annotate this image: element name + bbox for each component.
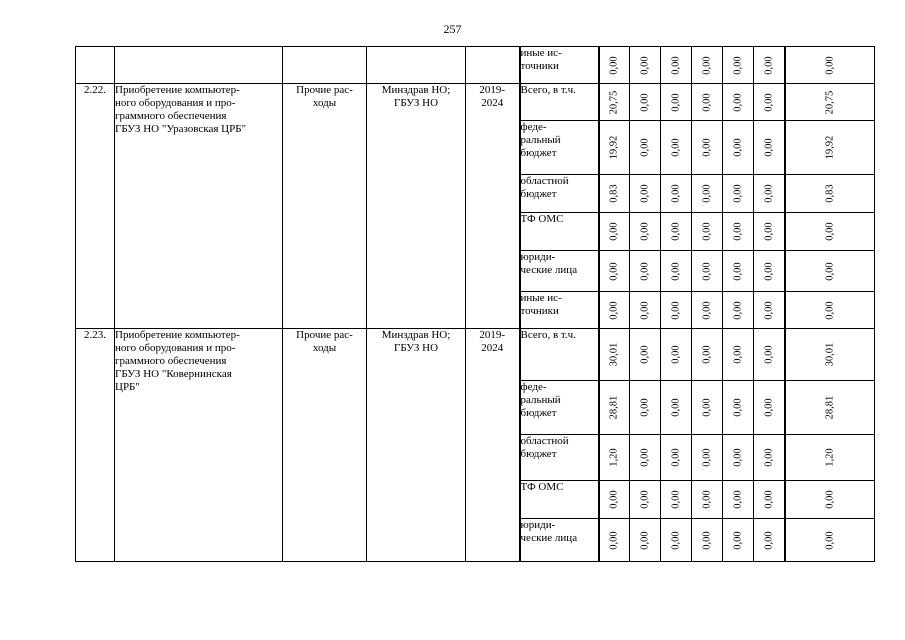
value-text: 30,01 bbox=[824, 342, 836, 367]
value-cell bbox=[692, 251, 723, 292]
value-text: 0,00 bbox=[732, 138, 744, 157]
value-cell bbox=[692, 213, 723, 251]
value-text: 0,00 bbox=[670, 92, 682, 112]
value-cell bbox=[661, 175, 692, 213]
value-text: 0,00 bbox=[670, 300, 682, 320]
value-text: 0,00 bbox=[639, 345, 651, 364]
value-text: 0,00 bbox=[701, 222, 713, 241]
value-text: 0,00 bbox=[639, 222, 651, 241]
value-cell bbox=[599, 292, 630, 329]
source-cell-text: иные ис- точники bbox=[520, 47, 562, 72]
value-cell bbox=[630, 292, 661, 329]
source-cell-text: Всего, в т.ч. bbox=[520, 84, 576, 96]
source-cell bbox=[520, 84, 599, 121]
empty-cell bbox=[367, 47, 466, 84]
value-text: 0,00 bbox=[639, 261, 651, 281]
cost-type-text: Прочие рас- ходы bbox=[296, 84, 353, 109]
value-cell bbox=[692, 381, 723, 435]
value-text: 0,00 bbox=[701, 55, 713, 75]
value-cell bbox=[723, 47, 754, 84]
value-text: 0,00 bbox=[701, 138, 713, 157]
value-text: 0,00 bbox=[732, 261, 744, 281]
value-text: 0,00 bbox=[763, 345, 775, 364]
value-cell bbox=[661, 213, 692, 251]
value-text: 20,75 bbox=[608, 90, 620, 114]
value-text: 19,92 bbox=[824, 135, 836, 160]
value-cell bbox=[723, 84, 754, 121]
value-text: 0,00 bbox=[670, 261, 682, 281]
value-cell bbox=[599, 481, 630, 519]
value-cell bbox=[661, 292, 692, 329]
value-text: 0,00 bbox=[732, 530, 744, 550]
cost-type bbox=[283, 84, 367, 329]
source-cell-text: областной бюджет bbox=[520, 175, 569, 200]
value-cell bbox=[692, 481, 723, 519]
value-cell bbox=[723, 213, 754, 251]
value-text: 0,00 bbox=[732, 55, 744, 75]
value-cell bbox=[630, 47, 661, 84]
value-text: 0,00 bbox=[670, 448, 682, 467]
value-text: 0,00 bbox=[763, 490, 775, 509]
value-cell bbox=[785, 121, 875, 175]
period bbox=[466, 329, 520, 562]
value-cell bbox=[630, 84, 661, 121]
value-text: 0,00 bbox=[670, 222, 682, 241]
value-text: 0,83 bbox=[608, 184, 620, 203]
value-text: 1,20 bbox=[824, 448, 836, 467]
empty-cell bbox=[283, 47, 367, 84]
source-cell bbox=[520, 251, 599, 292]
value-cell bbox=[661, 47, 692, 84]
value-cell bbox=[754, 435, 785, 481]
value-cell bbox=[630, 519, 661, 562]
source-cell-text: Всего, в т.ч. bbox=[520, 329, 576, 341]
value-cell bbox=[785, 213, 875, 251]
value-text: 0,00 bbox=[763, 92, 775, 112]
source-cell-text: феде- ральный бюджет bbox=[520, 381, 561, 419]
value-cell bbox=[599, 381, 630, 435]
value-text: 0,00 bbox=[701, 398, 713, 417]
value-text: 19,92 bbox=[608, 135, 620, 160]
value-cell bbox=[661, 251, 692, 292]
value-cell bbox=[723, 435, 754, 481]
value-text: 0,00 bbox=[639, 398, 651, 417]
value-text: 0,00 bbox=[670, 184, 682, 203]
value-text: 0,00 bbox=[824, 490, 836, 509]
value-text: 0,00 bbox=[639, 300, 651, 320]
value-text: 0,00 bbox=[701, 92, 713, 112]
item-name-text: Приобретение компьютер- ного оборудования и про- граммного обеспечения ГБУЗ НО "Ковернинская ЦРБ" bbox=[115, 329, 240, 393]
value-cell bbox=[785, 175, 875, 213]
value-cell bbox=[754, 519, 785, 562]
table-row bbox=[76, 47, 875, 84]
value-cell bbox=[630, 329, 661, 381]
value-text: 0,00 bbox=[670, 398, 682, 417]
value-cell bbox=[754, 121, 785, 175]
value-cell bbox=[599, 47, 630, 84]
source-cell bbox=[520, 435, 599, 481]
value-text: 0,00 bbox=[732, 398, 744, 417]
value-text: 0,83 bbox=[824, 184, 836, 203]
cost-type bbox=[283, 329, 367, 562]
value-text: 0,00 bbox=[732, 222, 744, 241]
value-text: 0,00 bbox=[824, 530, 836, 550]
value-cell bbox=[754, 47, 785, 84]
executor-text: Минздрав НО; ГБУЗ НО bbox=[381, 84, 451, 109]
value-cell bbox=[661, 329, 692, 381]
value-text: 0,00 bbox=[763, 300, 775, 320]
value-cell bbox=[661, 435, 692, 481]
item-name-text: Приобретение компьютер- ного оборудования и про- граммного обеспечения ГБУЗ НО "Уразовская ЦРБ" bbox=[115, 84, 247, 135]
value-cell bbox=[599, 84, 630, 121]
value-cell bbox=[723, 175, 754, 213]
value-text: 0,00 bbox=[701, 345, 713, 364]
budget-table bbox=[75, 46, 875, 562]
value-text: 30,01 bbox=[608, 342, 620, 367]
value-cell bbox=[661, 519, 692, 562]
empty-cell bbox=[115, 47, 283, 84]
source-cell bbox=[520, 481, 599, 519]
value-text: 0,00 bbox=[639, 138, 651, 157]
item-number-text: 2.23. bbox=[84, 329, 106, 341]
value-cell bbox=[723, 381, 754, 435]
value-text: 0,00 bbox=[763, 261, 775, 281]
value-text: 0,00 bbox=[608, 490, 620, 509]
value-text: 0,00 bbox=[639, 490, 651, 509]
period bbox=[466, 84, 520, 329]
value-cell bbox=[630, 481, 661, 519]
value-text: 0,00 bbox=[763, 398, 775, 417]
source-cell bbox=[520, 47, 599, 84]
value-text: 0,00 bbox=[732, 92, 744, 112]
value-cell bbox=[630, 381, 661, 435]
value-text: 0,00 bbox=[763, 222, 775, 241]
value-cell bbox=[754, 213, 785, 251]
value-text: 0,00 bbox=[608, 300, 620, 320]
source-cell bbox=[520, 519, 599, 562]
value-cell bbox=[754, 175, 785, 213]
value-cell bbox=[785, 435, 875, 481]
value-text: 0,00 bbox=[608, 530, 620, 550]
executor-text: Минздрав НО; ГБУЗ НО bbox=[381, 329, 451, 354]
value-cell bbox=[661, 121, 692, 175]
value-text: 0,00 bbox=[701, 490, 713, 509]
value-cell bbox=[599, 519, 630, 562]
empty-cell bbox=[76, 47, 115, 84]
value-text: 0,00 bbox=[763, 448, 775, 467]
value-cell bbox=[785, 251, 875, 292]
value-text: 0,00 bbox=[670, 490, 682, 509]
table-row bbox=[76, 329, 875, 381]
source-cell bbox=[520, 329, 599, 381]
source-cell-text: феде- ральный бюджет bbox=[520, 121, 561, 159]
source-cell bbox=[520, 213, 599, 251]
value-text: 0,00 bbox=[732, 490, 744, 509]
value-cell bbox=[754, 84, 785, 121]
source-cell-text: юриди- ческие лица bbox=[520, 519, 578, 544]
value-text: 0,00 bbox=[670, 138, 682, 157]
value-cell bbox=[692, 292, 723, 329]
source-cell-text: ТФ ОМС bbox=[520, 481, 564, 493]
value-cell bbox=[785, 329, 875, 381]
value-cell bbox=[723, 251, 754, 292]
value-cell bbox=[692, 435, 723, 481]
value-cell bbox=[723, 121, 754, 175]
value-text: 0,00 bbox=[639, 184, 651, 203]
item-number-text: 2.22. bbox=[84, 84, 106, 96]
source-cell bbox=[520, 121, 599, 175]
value-text: 0,00 bbox=[701, 530, 713, 550]
value-text: 20,75 bbox=[824, 90, 836, 114]
table-body bbox=[76, 47, 875, 562]
value-text: 0,00 bbox=[732, 300, 744, 320]
value-text: 0,00 bbox=[763, 184, 775, 203]
value-cell bbox=[754, 381, 785, 435]
value-text: 1,20 bbox=[608, 448, 620, 467]
cost-type-text: Прочие рас- ходы bbox=[296, 329, 353, 354]
item-name bbox=[115, 329, 283, 562]
value-text: 0,00 bbox=[732, 184, 744, 203]
value-text: 0,00 bbox=[639, 530, 651, 550]
value-cell bbox=[723, 329, 754, 381]
item-number bbox=[76, 329, 115, 562]
value-cell bbox=[754, 481, 785, 519]
value-text: 0,00 bbox=[824, 261, 836, 281]
page-number: 257 bbox=[443, 22, 462, 36]
value-cell bbox=[661, 481, 692, 519]
value-cell bbox=[785, 519, 875, 562]
value-text: 0,00 bbox=[701, 184, 713, 203]
value-cell bbox=[692, 519, 723, 562]
value-cell bbox=[630, 435, 661, 481]
value-text: 0,00 bbox=[639, 55, 651, 75]
value-text: 0,00 bbox=[639, 92, 651, 112]
executor bbox=[367, 329, 466, 562]
value-cell bbox=[630, 175, 661, 213]
executor bbox=[367, 84, 466, 329]
value-text: 0,00 bbox=[608, 55, 620, 75]
value-text: 0,00 bbox=[701, 300, 713, 320]
value-text: 0,00 bbox=[824, 55, 836, 75]
value-text: 28,81 bbox=[608, 395, 620, 420]
value-cell bbox=[723, 292, 754, 329]
value-cell bbox=[692, 329, 723, 381]
value-cell bbox=[692, 175, 723, 213]
value-text: 0,00 bbox=[701, 261, 713, 281]
value-cell bbox=[785, 292, 875, 329]
value-cell bbox=[692, 47, 723, 84]
value-cell bbox=[661, 84, 692, 121]
value-cell bbox=[785, 481, 875, 519]
value-text: 0,00 bbox=[824, 300, 836, 320]
source-cell bbox=[520, 292, 599, 329]
value-cell bbox=[630, 251, 661, 292]
value-text: 0,00 bbox=[763, 55, 775, 75]
value-cell bbox=[599, 251, 630, 292]
source-cell bbox=[520, 381, 599, 435]
source-cell-text: областной бюджет bbox=[520, 435, 569, 460]
empty-cell bbox=[466, 47, 520, 84]
value-text: 0,00 bbox=[670, 530, 682, 550]
value-cell bbox=[661, 381, 692, 435]
value-text: 0,00 bbox=[763, 138, 775, 157]
value-cell bbox=[754, 251, 785, 292]
value-cell bbox=[754, 329, 785, 381]
source-cell-text: юриди- ческие лица bbox=[520, 251, 578, 276]
source-cell-text: ТФ ОМС bbox=[520, 213, 564, 225]
value-cell bbox=[785, 381, 875, 435]
value-cell bbox=[754, 292, 785, 329]
value-text: 0,00 bbox=[670, 55, 682, 75]
value-cell bbox=[599, 121, 630, 175]
value-cell bbox=[599, 175, 630, 213]
value-text: 0,00 bbox=[670, 345, 682, 364]
item-name bbox=[115, 84, 283, 329]
value-cell bbox=[785, 47, 875, 84]
value-cell bbox=[723, 519, 754, 562]
source-cell-text: иные ис- точники bbox=[520, 292, 562, 317]
value-text: 0,00 bbox=[763, 530, 775, 550]
item-number bbox=[76, 84, 115, 329]
period-text: 2019- 2024 bbox=[479, 84, 506, 109]
value-cell bbox=[692, 84, 723, 121]
value-text: 0,00 bbox=[732, 345, 744, 364]
value-cell bbox=[599, 435, 630, 481]
source-cell bbox=[520, 175, 599, 213]
value-text: 0,00 bbox=[824, 222, 836, 241]
value-cell bbox=[599, 213, 630, 251]
value-cell bbox=[630, 121, 661, 175]
value-text: 0,00 bbox=[608, 261, 620, 281]
period-text: 2019- 2024 bbox=[479, 329, 506, 354]
value-cell bbox=[723, 481, 754, 519]
value-cell bbox=[692, 121, 723, 175]
value-text: 28,81 bbox=[824, 395, 836, 420]
table-row bbox=[76, 84, 875, 121]
value-text: 0,00 bbox=[701, 448, 713, 467]
value-text: 0,00 bbox=[639, 448, 651, 467]
value-cell bbox=[785, 84, 875, 121]
value-text: 0,00 bbox=[732, 448, 744, 467]
value-text: 0,00 bbox=[608, 222, 620, 241]
value-cell bbox=[630, 213, 661, 251]
value-cell bbox=[599, 329, 630, 381]
